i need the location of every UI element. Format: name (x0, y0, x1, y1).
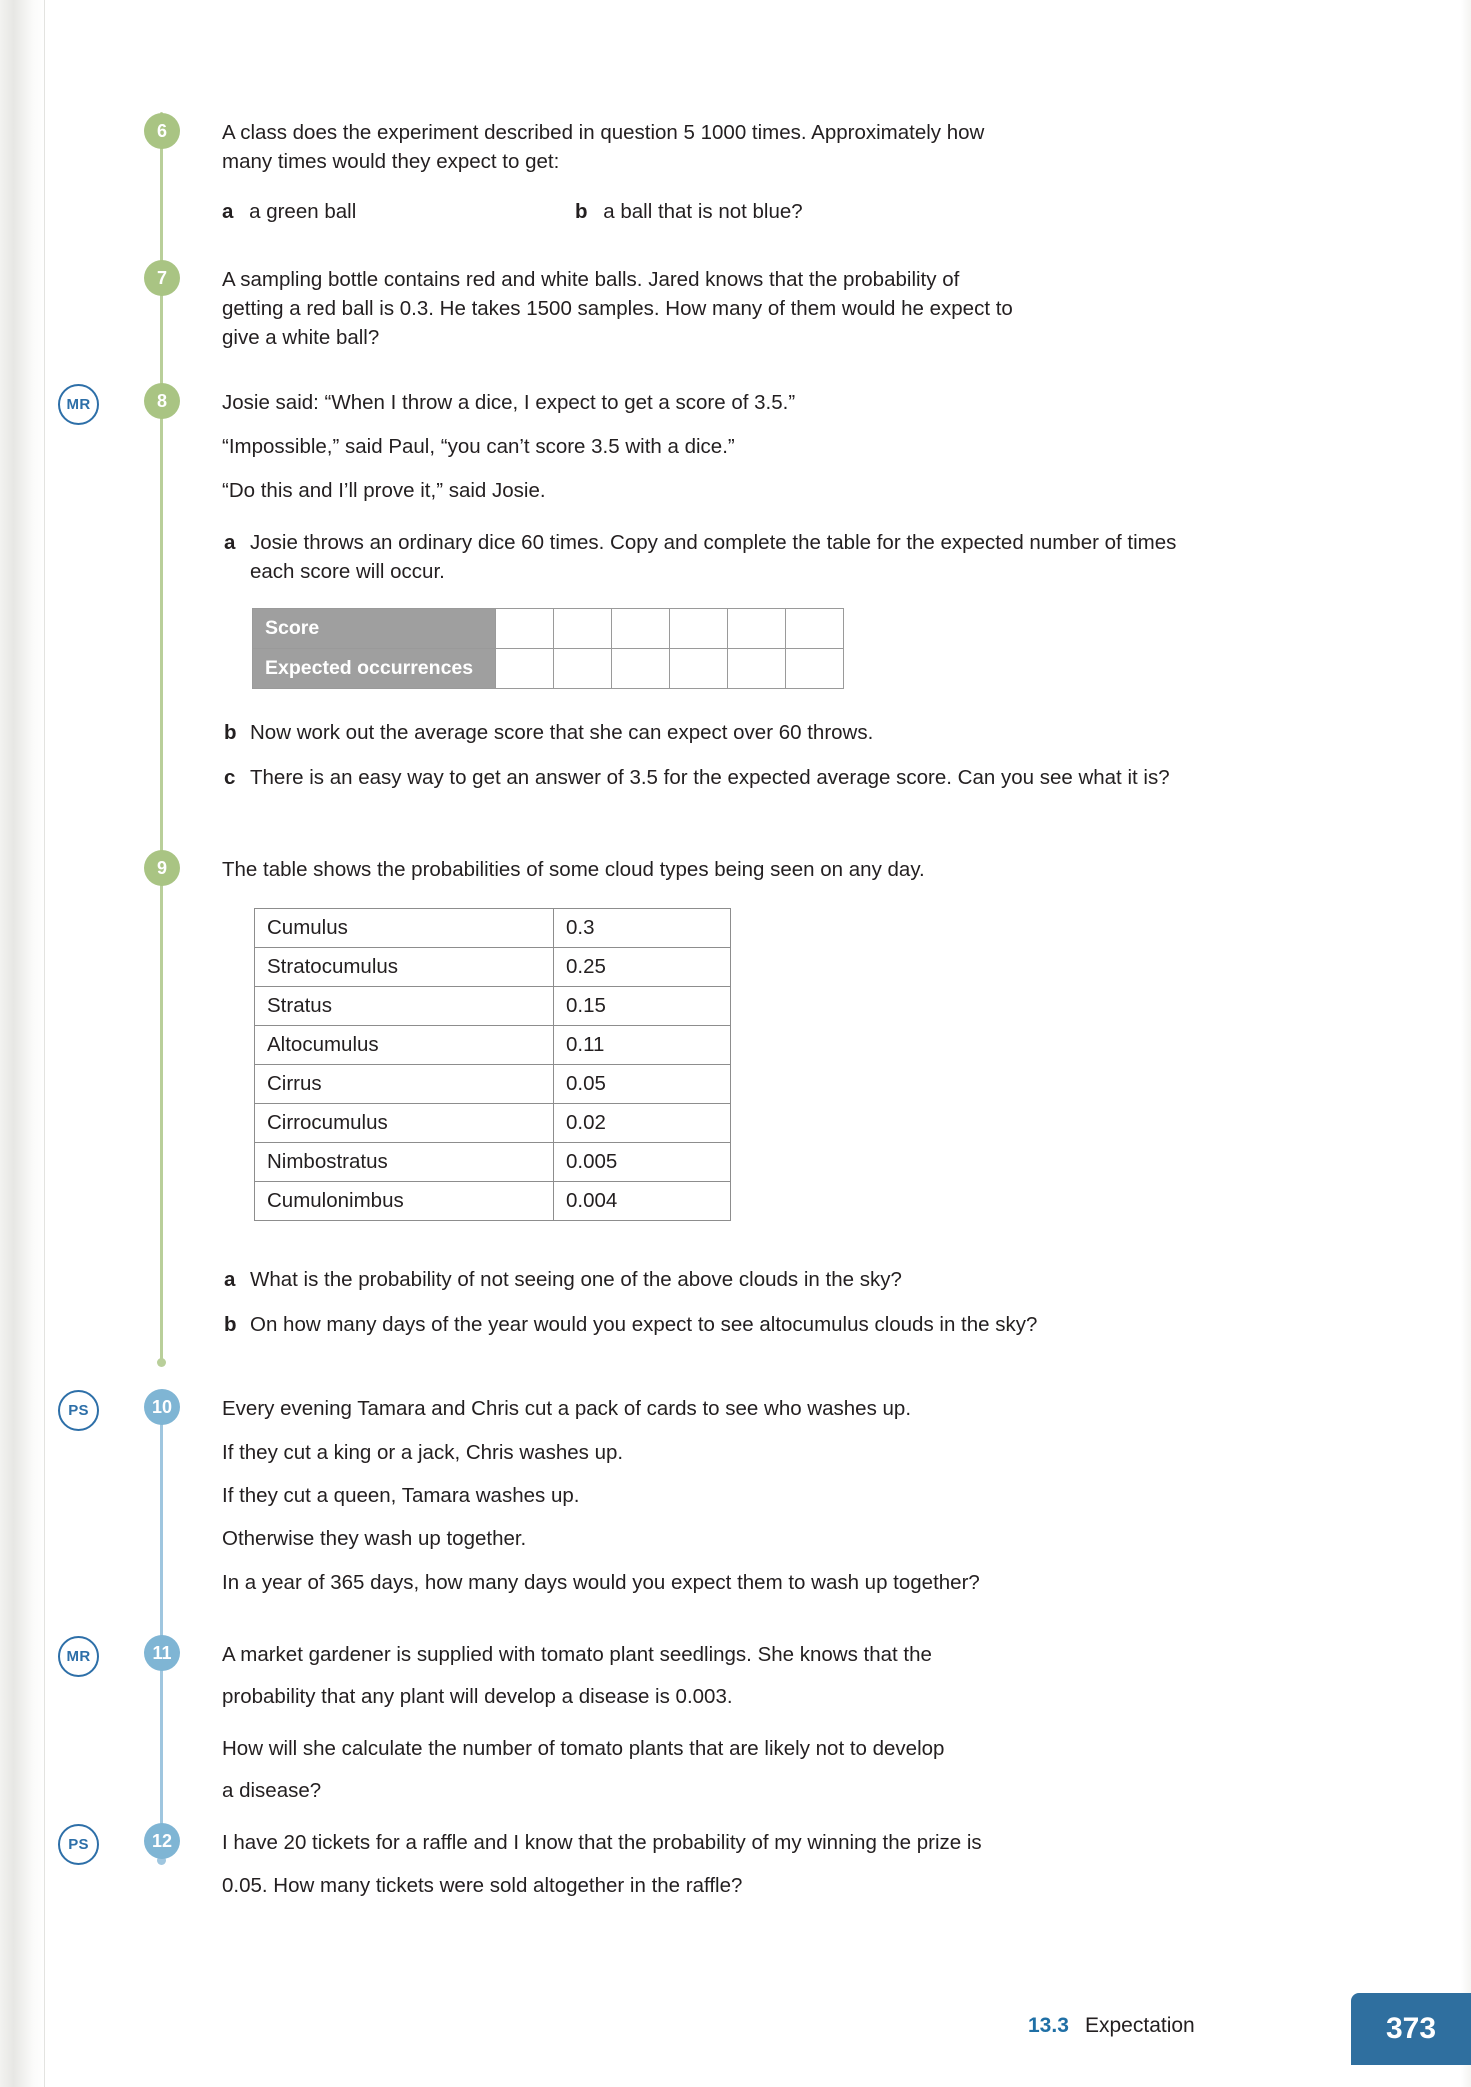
question-9-part-b (224, 1310, 1244, 1339)
table-row (255, 1182, 731, 1221)
expected-cell-6[interactable] (786, 649, 844, 689)
question-number-9: 9 (144, 850, 180, 886)
question-7-line-1: A sampling bottle contains red and white balls. Jared knows that the probability of (222, 268, 960, 291)
question-10-line-1: Every evening Tamara and Chris cut a pack of cards to see who washes up. (222, 1397, 912, 1420)
score-row-header: Score (253, 609, 496, 649)
question-10-line-3: If they cut a queen, Tamara washes up. (222, 1484, 580, 1507)
cloud-probability: 0.004 (554, 1182, 731, 1221)
cloud-probability: 0.005 (554, 1143, 731, 1182)
question-6-part-a-text: a green ball (249, 200, 357, 223)
cloud-name: Altocumulus (255, 1026, 554, 1065)
cloud-name: Stratus (255, 987, 554, 1026)
page-gutter-shading (0, 0, 46, 2087)
page-number-tab: 373 (1351, 1993, 1471, 2065)
table-row (253, 649, 844, 689)
question-8-part-c (224, 763, 1234, 792)
question-6-part-b (575, 197, 803, 226)
marker-mr-question-8: MR (58, 384, 99, 425)
table-row (253, 609, 844, 649)
question-9-part-a-text: What is the probability of not seeing one of the above clouds in the sky? (250, 1268, 902, 1291)
table-row (255, 987, 731, 1026)
score-cell-3[interactable] (612, 609, 670, 649)
marker-ps-question-10: PS (58, 1390, 99, 1431)
question-6-part-a-label: a (222, 200, 234, 223)
expected-occurrences-table (252, 608, 844, 689)
cloud-probability: 0.25 (554, 948, 731, 987)
score-cell-6[interactable] (786, 609, 844, 649)
table-row (255, 909, 731, 948)
question-8-line-3: “Do this and I’ll prove it,” said Josie. (222, 479, 546, 502)
question-8-part-c-text: There is an easy way to get an answer of 3.5 for the expected average score. Can you see what it is? (250, 766, 1170, 789)
table-row (255, 1026, 731, 1065)
cloud-name: Cumulonimbus (255, 1182, 554, 1221)
question-8-part-b-label: b (224, 721, 237, 744)
footer-section-title: Expectation (1085, 2014, 1195, 2037)
expected-cell-5[interactable] (728, 649, 786, 689)
score-cell-4[interactable] (670, 609, 728, 649)
expected-cell-2[interactable] (554, 649, 612, 689)
question-6-line-1: A class does the experiment described in question 5 1000 times. Approximately how (222, 121, 985, 144)
cloud-name: Stratocumulus (255, 948, 554, 987)
question-number-6: 6 (144, 113, 180, 149)
score-cell-2[interactable] (554, 609, 612, 649)
question-8-line-2: “Impossible,” said Paul, “you can’t score 3.5 with a dice.” (222, 435, 735, 458)
question-7-text (222, 265, 1342, 352)
cloud-probability: 0.11 (554, 1026, 731, 1065)
expected-cell-3[interactable] (612, 649, 670, 689)
question-number-11: 11 (144, 1635, 180, 1671)
question-number-7: 7 (144, 260, 180, 296)
footer-section-number: 13.3 (1028, 2014, 1069, 2037)
question-8-part-b-text: Now work out the average score that she can expect over 60 throws. (250, 721, 874, 744)
question-8-line-1: Josie said: “When I throw a dice, I expect to get a score of 3.5.” (222, 391, 796, 414)
question-6-part-a (222, 197, 356, 226)
question-9-part-a (224, 1265, 1244, 1294)
table-row (255, 948, 731, 987)
question-7-line-2: getting a red ball is 0.3. He takes 1500 samples. How many of them would he expect to (222, 297, 1013, 320)
cloud-name: Nimbostratus (255, 1143, 554, 1182)
cloud-name: Cirrus (255, 1065, 554, 1104)
question-8-part-a-text: Josie throws an ordinary dice 60 times. Copy and complete the table for the expected number of times each score will occur. (250, 531, 1177, 583)
question-10-line-2: If they cut a king or a jack, Chris washes up. (222, 1441, 624, 1464)
score-cell-5[interactable] (728, 609, 786, 649)
cloud-probability: 0.02 (554, 1104, 731, 1143)
question-10-line-4: Otherwise they wash up together. (222, 1527, 527, 1550)
timeline-rail-green (160, 112, 163, 1362)
table-row (255, 1104, 731, 1143)
question-6-line-2: many times would they expect to get: (222, 150, 560, 173)
expected-cell-1[interactable] (496, 649, 554, 689)
page-gutter-line (44, 0, 45, 2087)
timeline-rail-blue (160, 1400, 163, 1860)
question-10-line-5: In a year of 365 days, how many days would you expect them to wash up together? (222, 1571, 980, 1594)
question-9-part-b-text: On how many days of the year would you expect to see altocumulus clouds in the sky? (250, 1313, 1038, 1336)
table-row (255, 1065, 731, 1104)
question-6-text (222, 118, 1332, 176)
expected-occurrences-row-header: Expected occurrences (253, 649, 496, 689)
question-9-part-a-label: a (224, 1268, 236, 1291)
page-right-edge (1461, 0, 1471, 2087)
question-11-line-1: A market gardener is supplied with tomato plant seedlings. She knows that the (222, 1643, 932, 1666)
question-number-8: 8 (144, 383, 180, 419)
cloud-probability: 0.05 (554, 1065, 731, 1104)
marker-ps-question-12: PS (58, 1824, 99, 1865)
question-number-12: 12 (144, 1823, 180, 1859)
question-8-part-a (224, 528, 1214, 586)
table-row (255, 1143, 731, 1182)
expected-cell-4[interactable] (670, 649, 728, 689)
question-11-line-2: probability that any plant will develop a disease is 0.003. (222, 1685, 733, 1708)
question-8-part-a-label: a (224, 531, 236, 554)
question-11-line-3: How will she calculate the number of tomato plants that are likely not to develop (222, 1737, 945, 1760)
score-cell-1[interactable] (496, 609, 554, 649)
cloud-probability-table (254, 908, 731, 1221)
question-number-10: 10 (144, 1389, 180, 1425)
cloud-name: Cirrocumulus (255, 1104, 554, 1143)
cloud-name: Cumulus (255, 909, 554, 948)
question-9-part-b-label: b (224, 1313, 237, 1336)
question-12-line-1: I have 20 tickets for a raffle and I know that the probability of my winning the prize is (222, 1831, 982, 1854)
question-7-line-3: give a white ball? (222, 326, 380, 349)
question-8-part-b (224, 718, 1214, 747)
question-11-line-4: a disease? (222, 1779, 322, 1802)
cloud-probability: 0.15 (554, 987, 731, 1026)
question-6-part-b-label: b (575, 200, 588, 223)
question-12-line-2: 0.05. How many tickets were sold altogether in the raffle? (222, 1874, 743, 1897)
cloud-probability: 0.3 (554, 909, 731, 948)
timeline-dot-green (157, 1358, 166, 1367)
question-8-part-c-label: c (224, 766, 236, 789)
question-6-part-b-text: a ball that is not blue? (603, 200, 803, 223)
question-9-line-1: The table shows the probabilities of some cloud types being seen on any day. (222, 858, 925, 881)
marker-mr-question-11: MR (58, 1636, 99, 1677)
